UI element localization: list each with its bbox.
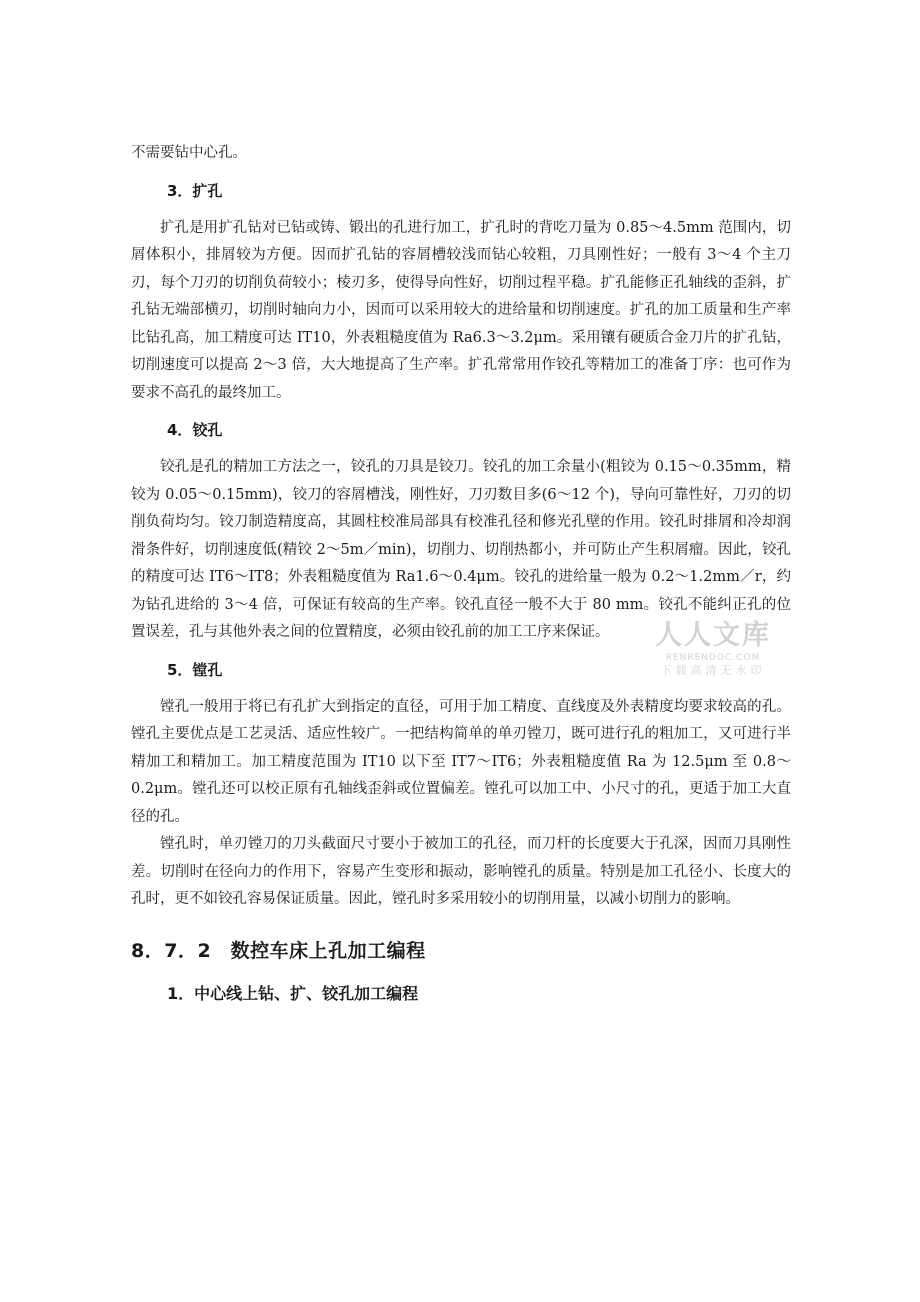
document-page (131, 140, 791, 1008)
watermark-sub-text: RENRENDOC.COM (665, 653, 761, 663)
chapter-heading: 8．7．2 数控车床上孔加工编程 (131, 939, 426, 962)
section-4-paragraph: 铰孔是孔的精加工方法之一，铰孔的刀具是铰刀。铰孔的加工余量小(粗铰为 0.15～0.35mm，精铰为 0.05～0.15mm)，铰刀的容屑槽浅，刚性好，刀刃数目多(6～12 个)，导向可靠性好，刀刃的切削负荷均匀。铰刀制造精度高，其圆柱校准局部具有校准孔径和修光孔壁的作用。铰孔时排屑和冷却润滑条件好，切削速度低(精铰 2～5m／min)，切削力、切削热都小，并可防止产生积屑瘤。因此，铰孔的精度可达 IT6～IT8；外表粗糙度值为 Ra1.6～0.4μm。铰孔的进给量一般为 0.2～1.2mm／r，约为钻孔进给的 3～4 倍，可保证有较高的生产率。铰孔直径一般不大于 80 mm。铰孔不能纠正孔的位置误差，孔与其他外表之间的位置精度，必须由铰孔前的加工工序来保证。 (131, 459, 791, 640)
chapter-subheading: 1．中心线上钻、扩、铰孔加工编程 (167, 983, 419, 1003)
watermark-main-text: 人人文库 (655, 620, 771, 651)
section-4-heading: 4．铰孔 (167, 421, 223, 439)
intro-text: 不需要钻中心孔。 (131, 145, 247, 161)
section-3-heading: 3．扩孔 (167, 181, 223, 200)
section-5-paragraph-1: 镗孔一般用于将已有孔扩大到指定的直径，可用于加工精度、直线度及外表精度均要求较高的孔。镗孔主要优点是工艺灵活、适应性较广。一把结构简单的单刃镗刀，既可进行孔的粗加工，又可进行半精加工和精加工。加工精度范围为 IT10 以下至 IT7～IT6；外表粗糙度值 Ra 为 12.5μm 至 0.8～0.2μm。镗孔还可以校正原有孔轴线歪斜或位置偏差。镗孔可以加工中、小尺寸的孔，更适于加工大直径的孔。 (131, 698, 791, 825)
section-5-paragraph-2: 镗孔时，单刃镗刀的刀头截面尺寸要小于被加工的孔径，而刀杆的长度要大于孔深，因而刀具刚性差。切削时在径向力的作用下，容易产生变形和振动，影响镗孔的质量。特别是加工孔径小、长度大的孔时，更不如铰孔容易保证质量。因此，镗孔时多采用较小的切削用量，以减小切削力的影响。 (131, 836, 791, 907)
watermark-sub-text-2: 下载高清无水印 (660, 664, 766, 677)
section-5-heading: 5．镗孔 (167, 660, 223, 679)
section-3-paragraph: 扩孔是用扩孔钻对已钻或铸、锻出的孔进行加工，扩孔时的背吃刀量为 0.85～4.5mm 范围内，切屑体积小，排屑较为方便。因而扩孔钻的容屑槽较浅而钻心较粗，刀具刚性好；一般有 3～4 个主刀刃，每个刀刃的切削负荷较小；棱刃多，使得导向性好，切削过程平稳。扩孔能修正孔轴线的歪斜，扩孔钻无端部横刃，切削时轴向力小，因而可以采用较大的进给量和切削速度。扩孔的加工质量和生产率比钻孔高，加工精度可达 IT10，外表粗糙度值为 Ra6.3～3.2μm。采用镶有硬质合金刀片的扩孔钻，切削速度可以提高 2～3 倍，大大地提高了生产率。扩孔常常用作铰孔等精加工的准备丁序：也可作为要求不高孔的最终加工。 (131, 219, 791, 401)
